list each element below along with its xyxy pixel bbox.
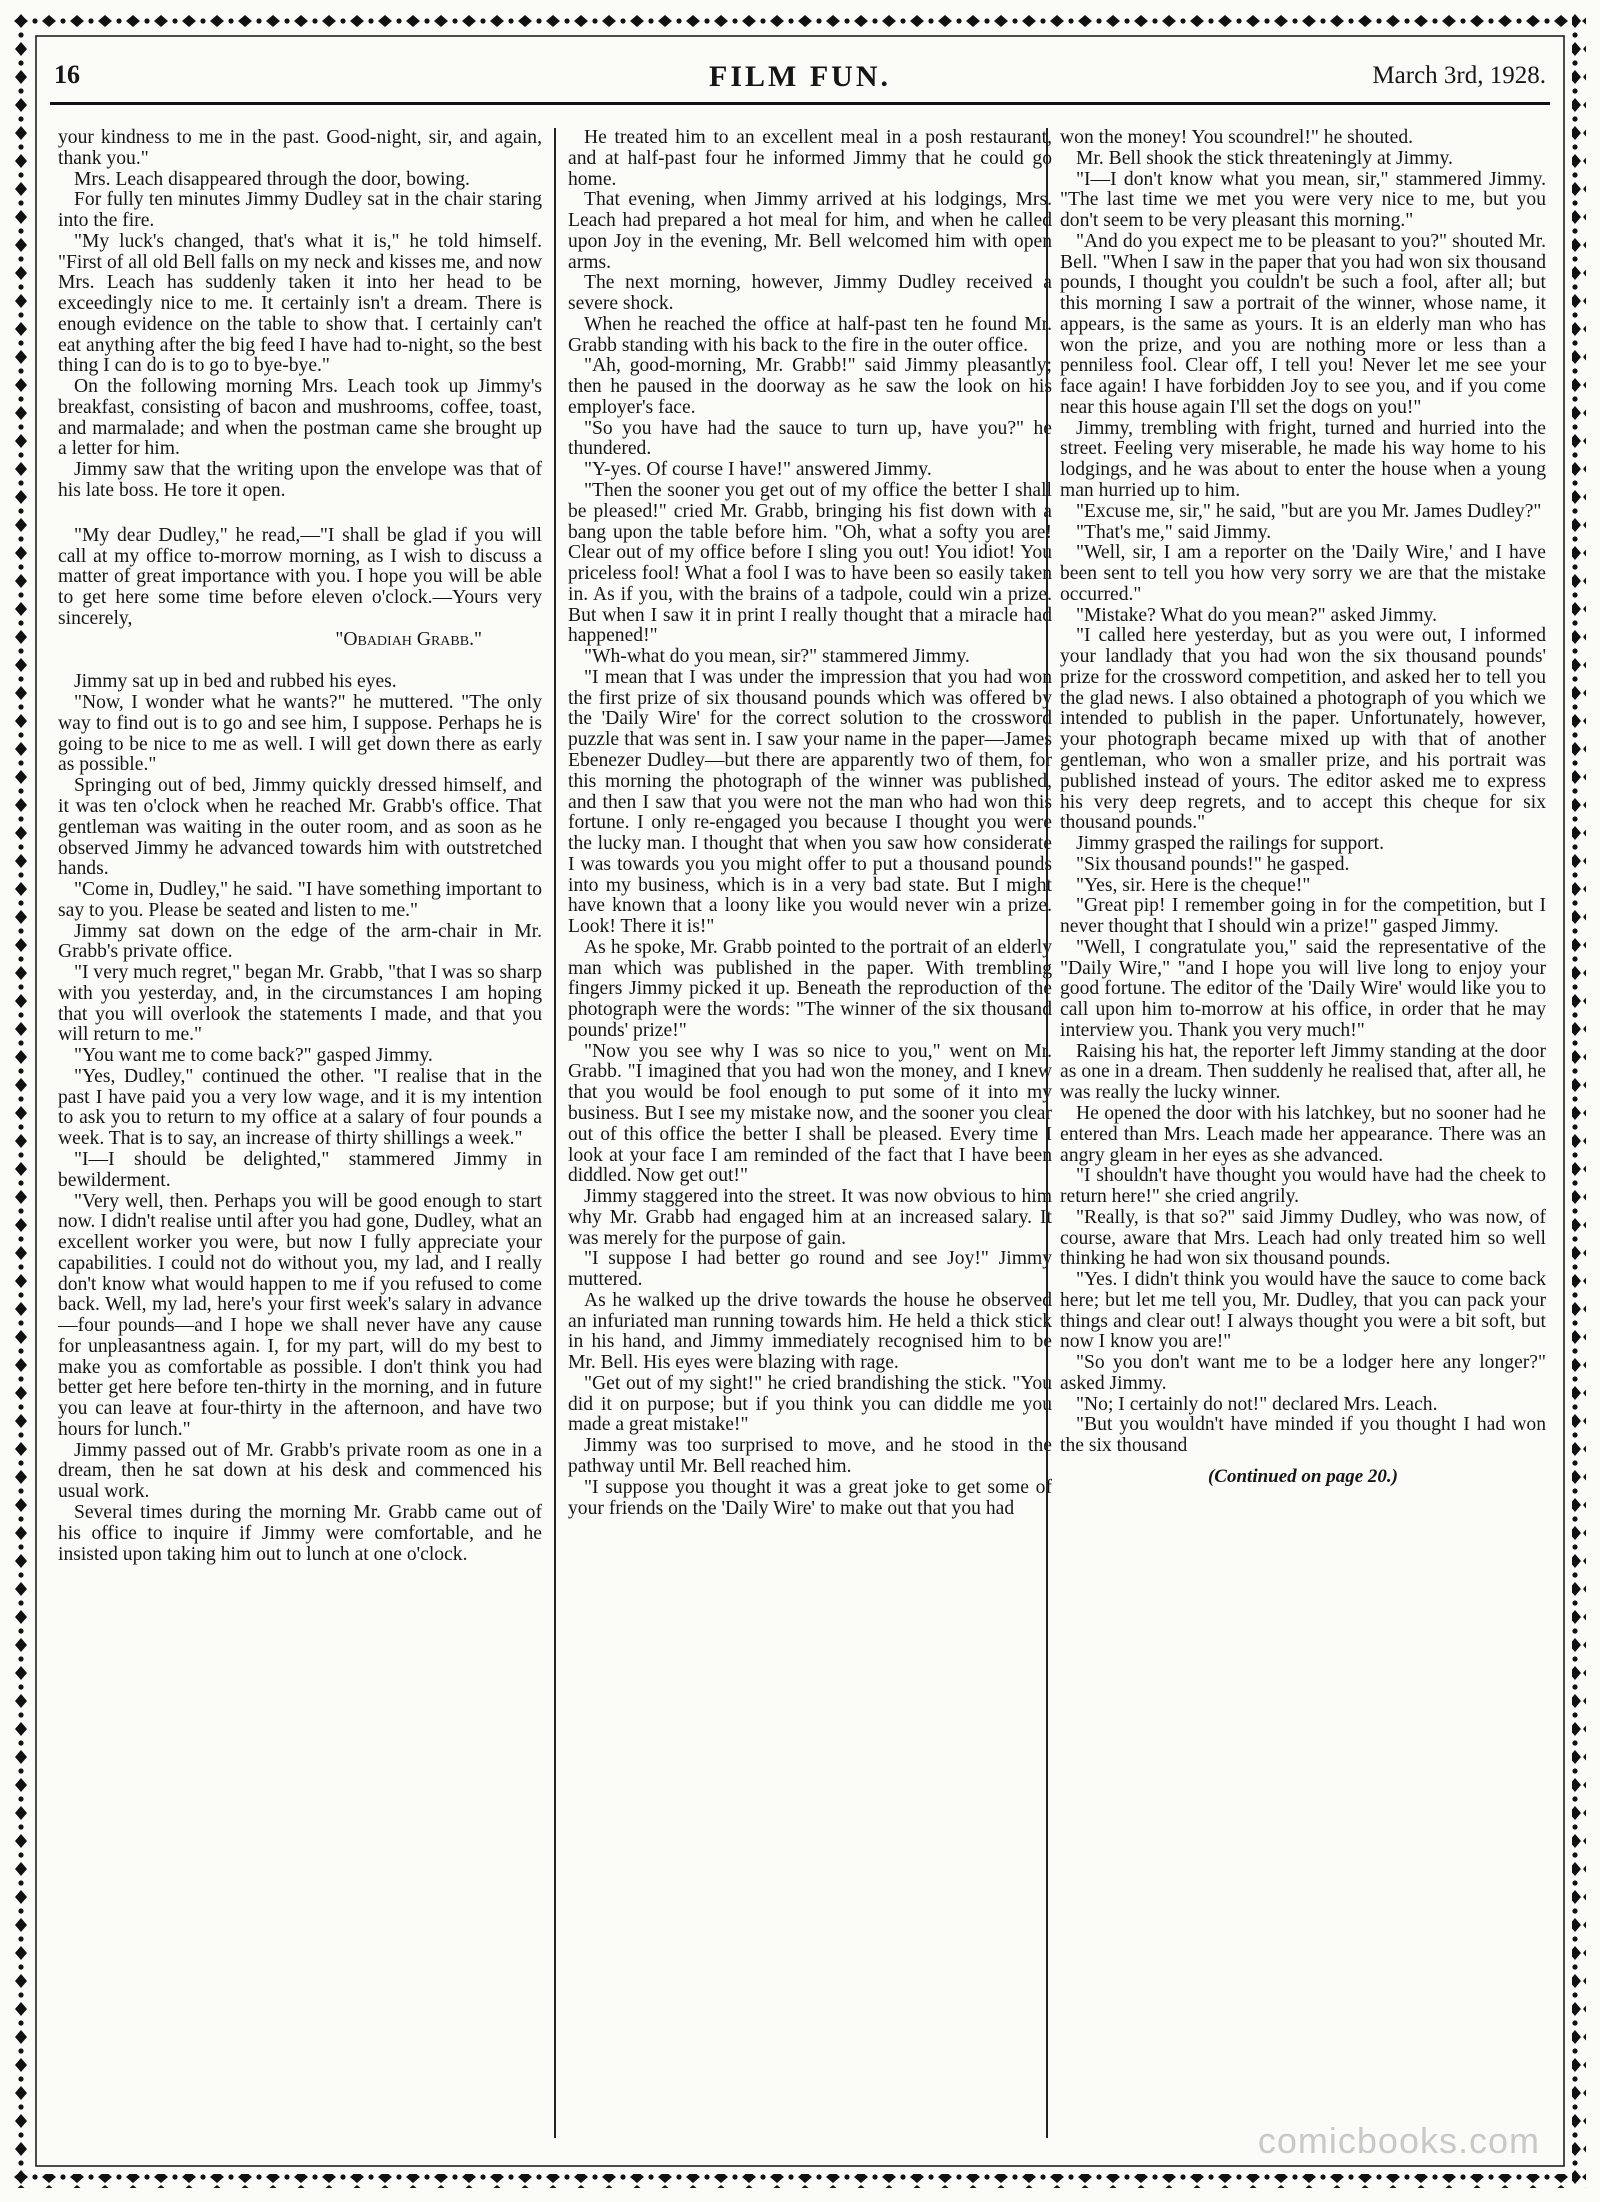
story-paragraph: "I—I don't know what you mean, sir," stammered Jimmy. "The last time we met you were very nice to me, but you don't seem to be very pleasant this morning." — [1060, 168, 1546, 232]
issue-date: March 3rd, 1928. — [1372, 62, 1546, 89]
story-paragraph: "But you wouldn't have minded if you thought I had won the six thousand — [1060, 1414, 1546, 1457]
watermark: comicbooks.com — [1257, 2120, 1540, 2161]
story-paragraph: "Really, is that so?" said Jimmy Dudley, who was now, of course, aware that Mrs. Leach had only treated him so well thinking he had won six thousand pounds. — [1060, 1206, 1546, 1270]
story-paragraph: Jimmy, trembling with fright, turned and hurried into the street. Feeling very miserable, he made his way home to his lodgings, and he was about to enter the house when a young man hurried up to him. — [1060, 417, 1546, 502]
story-paragraph: He opened the door with his latchkey, but no sooner had he entered than Mrs. Leach made her appearance. There was an angry gleam in her eyes as she advanced. — [1060, 1102, 1546, 1166]
text-column-1 — [58, 128, 542, 2138]
story-paragraph: "That's me," said Jimmy. — [1076, 521, 1272, 543]
text-column-3 — [1060, 128, 1546, 2138]
story-paragraph: "Very well, then. Perhaps you will be good enough to start now. I didn't realise until after you had gone, Dudley, what an excellent worker you were, but now I fully appreciate your capabilities. I could not do without you, my lad, and I really don't know what would happen to me if you refused to come back. Well, my lad, here's your first week's salary in advance—four pounds—and I hope we shall never have any cause for unpleasantness again. I, for my part, will do my best to make you as comfortable as possible. I don't think you had better get here before ten-thirty in the morning, and in future you can leave at four-thirty in the afternoon, and have two hours for lunch." — [58, 1190, 542, 1440]
story-paragraph: Jimmy saw that the writing upon the envelope was that of his late boss. He tore it open. — [58, 459, 542, 502]
story-paragraph: "And do you expect me to be pleasant to you?" shouted Mr. Bell. "When I saw in the paper that you had won six thousand pounds, I thought you couldn't be such a fool, after all; but this morning I saw a portrait of the winner, whose name, it appears, is the same as yours. It is an elderly man who has won the prize, and you are nothing more or less than a penniless fool. Clear off, I tell you! Never let me see your face again! I have forbidden Joy to see you, and if you come near this house again I'll set the dogs on you!" — [1060, 230, 1546, 418]
magazine-title: FILM FUN. — [709, 60, 891, 93]
story-paragraph: The next morning, however, Jimmy Dudley received a severe shock. — [568, 272, 1052, 315]
story-paragraph: When he reached the office at half-past ten he found Mr. Grabb standing with his back to the fire in the outer office. — [568, 313, 1052, 356]
story-paragraph: "Ah, good-morning, Mr. Grabb!" said Jimmy pleasantly; then he paused in the doorway as he saw the look on his employer's face. — [568, 355, 1052, 418]
story-paragraph: "Yes, sir. Here is the cheque!" — [1076, 874, 1311, 896]
story-paragraph: For fully ten minutes Jimmy Dudley sat in the chair staring into the fire. — [58, 189, 542, 232]
story-paragraph: "Get out of my sight!" he cried brandishing the stick. "You did it on purpose; but if you think you can diddle me you made a great mistake!" — [568, 1372, 1052, 1436]
story-paragraph: "I mean that I was under the impression that you had won the first prize of six thousand pounds which was offered by the 'Daily Wire' for the correct solution to the crossword puzzle that was sent in. I saw your name in the paper—James Ebenezer Dudley—but there are apparently two of them, for this morning the photograph of the winner was published, and then I saw that you were not the man who had won this fortune. I only re-engaged you because I thought you were the lucky man. I thought that when you saw how considerate I was towards you you might offer to put a thousand pounds into my business, which is in a very bad state. But I might have known that a loony like you would never win a prize. Look! There it is!" — [568, 666, 1052, 938]
story-paragraph: "So you have had the sauce to turn up, have you?" he thundered. — [568, 417, 1052, 460]
story-paragraph: Mrs. Leach disappeared through the door, bowing. — [74, 168, 470, 190]
story-paragraph: "Now, I wonder what he wants?" he muttered. "The only way to find out is to go and see him, I suppose. Perhaps he is going to be nice to me as well. I will get down there as early as possible." — [58, 692, 542, 776]
story-paragraph: "I suppose you thought it was a great joke to get some of your friends on the 'Daily Wire' to make out that you had — [568, 1476, 1052, 1519]
story-paragraph: "Six thousand pounds!" he gasped. — [1076, 853, 1350, 875]
story-paragraph: Jimmy passed out of Mr. Grabb's private room as one in a dream, then he sat down at his desk and commenced his usual work. — [58, 1439, 542, 1503]
page-header — [50, 52, 1550, 105]
story-paragraph: "Obadiah Grabb." — [335, 628, 482, 650]
story-paragraph: your kindness to me in the past. Good-night, sir, and again, thank you." — [58, 128, 542, 169]
text-column-2 — [568, 128, 1052, 2138]
story-paragraph: That evening, when Jimmy arrived at his lodgings, Mrs. Leach had prepared a hot meal for him, and when he called upon Joy in the evening, Mr. Bell welcomed him with open arms. — [568, 189, 1052, 273]
story-paragraph: As he walked up the drive towards the house he observed an infuriated man running towards him. He held a thick stick in his hand, and Jimmy immediately recognised him to be Mr. Bell. His eyes were blazing with rage. — [568, 1289, 1052, 1374]
story-paragraph: Jimmy grasped the railings for support. — [1076, 833, 1385, 855]
story-paragraph: "So you don't want me to be a lodger here any longer?" asked Jimmy. — [1060, 1352, 1546, 1394]
story-paragraph: "Wh-what do you mean, sir?" stammered Jimmy. — [584, 646, 970, 668]
story-paragraph: "Come in, Dudley," he said. "I have something important to say to you. Please be seated and listen to me." — [58, 879, 542, 921]
story-paragraph: Mr. Bell shook the stick threateningly at Jimmy. — [1076, 147, 1453, 169]
story-paragraph: "Well, sir, I am a reporter on the 'Daily Wire,' and I have been sent to tell you how very sorry we are that the mistake occurred." — [1060, 542, 1546, 605]
story-paragraph: "Then the sooner you get out of my office the better I shall be pleased!" cried Mr. Grabb, bringing his fist down with a bang upon the table before him. "Oh, what a softy you are! Clear out of my office before I sling you out! You idiot! You priceless fool! What a fool I was to have been so easily taken in. As if you, with the brains of a tadpole, could win a prize. But when I saw it in print I really thought that a miracle had happened!" — [568, 480, 1052, 647]
story-paragraph: "Y-yes. Of course I have!" answered Jimmy. — [584, 459, 932, 481]
continued-notice: (Continued on page 20.) — [1207, 1466, 1399, 1487]
story-paragraph: "Excuse me, sir," he said, "but are you Mr. James Dudley?" — [1076, 500, 1542, 522]
story-paragraph: Raising his hat, the reporter left Jimmy standing at the door as one in a dream. Then suddenly he realised that, after all, he was really the lucky winner. — [1060, 1040, 1546, 1104]
story-paragraph: "My luck's changed, that's what it is," he told himself. "First of all old Bell falls on my neck and kisses me, and now Mrs. Leach has suddenly taken it into her head to be exceedingly nice to me. It certainly isn't a dream. There is enough evidence on the table to show that. I certainly can't eat anything after the big feed I have had to-night, so the best thing I can do is to go to bye-bye." — [58, 230, 542, 377]
story-paragraph: "I very much regret," began Mr. Grabb, "that I was so sharp with you yesterday, and, in the circumstances I am hoping that you will overlook the statements I made, and that you will return to me." — [58, 962, 542, 1046]
story-paragraph: "Yes. I didn't think you would have the sauce to come back here; but let me tell you, Mr. Dudley, that you can pack your things and clear out! I always thought you were a bit soft, but now I know you are!" — [1060, 1269, 1546, 1353]
story-paragraph: He treated him to an excellent meal in a posh restaurant, and at half-past four he informed Jimmy that he could go home. — [568, 128, 1052, 190]
story-paragraph: won the money! You scoundrel!" he shouted. — [1060, 128, 1414, 148]
story-paragraph: "Great pip! I remember going in for the competition, but I never thought that I should win a prize!" gasped Jimmy. — [1060, 895, 1546, 938]
story-paragraph: "Yes, Dudley," continued the other. "I realise that in the past I have paid you a very low wage, and it is my intention to ask you to return to my office at a salary of four pounds a week. That is to say, an increase of thirty shillings a week." — [58, 1065, 542, 1150]
story-paragraph: "Mistake? What do you mean?" asked Jimmy. — [1076, 604, 1437, 626]
story-paragraph: "Well, I congratulate you," said the representative of the "Daily Wire," "and I hope you will live long to enjoy your good fortune. The editor of the 'Daily Wire' would like you to call upon him to-morrow at his office, in order that he may interview you. Thank you very much!" — [1060, 936, 1546, 1041]
story-paragraph: "I shouldn't have thought you would have had the cheek to return here!" she cried angrily. — [1060, 1165, 1546, 1208]
story-paragraph: "No; I certainly do not!" declared Mrs. Leach. — [1076, 1393, 1438, 1415]
story-paragraph: Several times during the morning Mr. Grabb came out of his office to inquire if Jimmy were comfortable, and he insisted upon taking him out to lunch at one o'clock. — [58, 1502, 542, 1565]
story-paragraph: "You want me to come back?" gasped Jimmy. — [74, 1045, 433, 1067]
column-divider — [554, 128, 556, 2138]
story-paragraph: "I—I should be delighted," stammered Jimmy in bewilderment. — [58, 1148, 542, 1191]
story-paragraph: Jimmy was too surprised to move, and he stood in the pathway until Mr. Bell reached him. — [568, 1435, 1052, 1477]
column-divider — [1046, 128, 1048, 2138]
page-number: 16 — [54, 60, 80, 89]
story-paragraph: "My dear Dudley," he read,—"I shall be glad if you will call at my office to-morrow morning, as I wish to discuss a matter of great importance with you. I hope you will be able to get here some time before eleven o'clock.—Yours very sincerely, — [58, 524, 542, 629]
story-paragraph: "I called here yesterday, but as you were out, I informed your landlady that you had won the six thousand pounds' prize for the crossword competition, and asked her to tell you the glad news. I also obtained a photograph of you which we intended to publish in the paper. Unfortunately, however, your photograph became mixed up with that of another gentleman, who won a smaller prize, and his portrait was published instead of yours. The editor asked me to express his very deep regrets, and to accept this cheque for six thousand pounds." — [1060, 625, 1546, 834]
story-paragraph: Springing out of bed, Jimmy quickly dressed himself, and it was ten o'clock when he reached Mr. Grabb's office. That gentleman was waiting in the outer room, and as soon as he observed Jimmy he advanced towards him with outstretched hands. — [58, 775, 542, 880]
story-paragraph: Jimmy staggered into the street. It was now obvious to him why Mr. Grabb had engaged him at an increased salary. It was merely for the purpose of gain. — [568, 1186, 1052, 1249]
story-paragraph: Jimmy sat down on the edge of the arm-chair in Mr. Grabb's private office. — [58, 920, 542, 963]
story-paragraph: "I suppose I had better go round and see Joy!" Jimmy muttered. — [568, 1248, 1052, 1291]
story-paragraph: As he spoke, Mr. Grabb pointed to the portrait of an elderly man which was published in the paper. With trembling fingers Jimmy picked it up. Beneath the reproduction of the photograph were the words: "The winner of the six thousand pounds' prize!" — [568, 936, 1052, 1041]
story-paragraph: On the following morning Mrs. Leach took up Jimmy's breakfast, consisting of bacon and mushrooms, coffee, toast, and marmalade; and when the postman came she brought up a letter for him. — [58, 376, 542, 460]
story-paragraph: "Now you see why I was so nice to you," went on Mr. Grabb. "I imagined that you had won the money, and I knew that you would be fool enough to put some of it into my business. But I see my mistake now, and the sooner you clear out of this office the better I shall be pleased. Every time I look at your face I am reminded of the fact that I have been diddled. Now get out!" — [568, 1040, 1052, 1187]
story-paragraph: Jimmy sat up in bed and rubbed his eyes. — [74, 671, 397, 693]
